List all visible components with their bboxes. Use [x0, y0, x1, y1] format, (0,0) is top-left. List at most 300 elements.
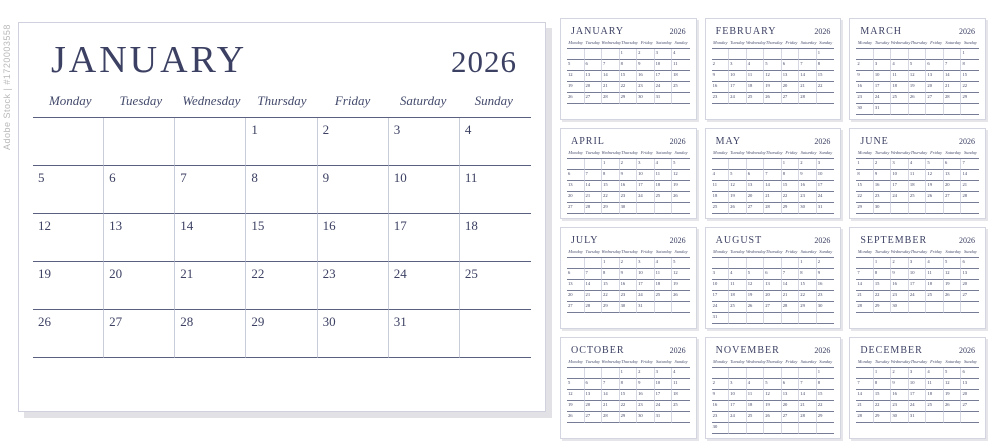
mini-day-cell[interactable] [655, 71, 673, 82]
mini-day-cell[interactable] [799, 390, 817, 401]
mini-day-cell[interactable] [602, 379, 620, 390]
mini-day-cell[interactable] [655, 401, 673, 412]
mini-day-cell[interactable] [655, 258, 676, 269]
mini-day-cell[interactable] [961, 60, 979, 71]
main-day-cell[interactable] [389, 262, 460, 310]
mini-day-cell[interactable] [944, 104, 962, 115]
mini-day-cell[interactable] [672, 390, 690, 401]
mini-day-cell[interactable] [764, 280, 782, 291]
mini-day-cell[interactable] [856, 291, 874, 302]
mini-day-cell[interactable] [637, 412, 655, 423]
mini-day-cell[interactable] [712, 390, 730, 401]
mini-day-cell[interactable] [602, 401, 620, 412]
mini-day-cell[interactable] [961, 379, 979, 390]
mini-day-cell[interactable] [602, 181, 620, 192]
mini-day-cell[interactable] [672, 82, 690, 93]
mini-day-cell[interactable] [944, 291, 962, 302]
mini-day-cell[interactable] [747, 258, 765, 269]
mini-day-cell[interactable] [655, 181, 673, 192]
mini-day-cell[interactable] [602, 71, 620, 82]
mini-day-cell[interactable] [655, 170, 673, 181]
mini-day-cell[interactable] [747, 192, 765, 203]
mini-day-cell[interactable] [747, 49, 765, 60]
mini-day-cell[interactable] [874, 181, 892, 192]
mini-day-cell[interactable] [874, 170, 892, 181]
mini-day-cell[interactable] [909, 104, 927, 115]
mini-day-cell[interactable] [856, 401, 874, 412]
mini-day-cell[interactable] [874, 280, 892, 291]
mini-day-cell[interactable] [567, 258, 585, 269]
mini-day-cell[interactable] [729, 192, 747, 203]
mini-day-cell[interactable] [799, 280, 817, 291]
mini-day-cell[interactable] [712, 192, 730, 203]
mini-calendar-september[interactable] [849, 227, 986, 329]
mini-day-cell[interactable] [856, 93, 874, 104]
mini-day-cell[interactable] [944, 60, 965, 71]
mini-day-cell[interactable] [585, 203, 603, 214]
mini-day-cell[interactable] [747, 423, 765, 434]
mini-day-cell[interactable] [712, 412, 730, 423]
mini-day-cell[interactable] [817, 390, 835, 401]
mini-day-cell[interactable] [567, 60, 585, 71]
mini-day-cell[interactable] [602, 390, 620, 401]
mini-day-cell[interactable] [961, 82, 979, 93]
mini-day-cell[interactable] [729, 49, 747, 60]
mini-day-cell[interactable] [856, 71, 874, 82]
mini-day-cell[interactable] [799, 269, 817, 280]
mini-day-cell[interactable] [747, 379, 768, 390]
mini-day-cell[interactable] [944, 170, 962, 181]
mini-day-cell[interactable] [782, 390, 800, 401]
mini-day-cell[interactable] [655, 368, 676, 379]
mini-day-cell[interactable] [874, 390, 892, 401]
mini-day-cell[interactable] [944, 82, 962, 93]
mini-day-cell[interactable] [567, 203, 585, 214]
mini-day-cell[interactable] [817, 302, 835, 313]
mini-calendar-december[interactable] [849, 337, 986, 439]
mini-day-cell[interactable] [655, 159, 676, 170]
mini-day-cell[interactable] [729, 368, 747, 379]
mini-day-cell[interactable] [874, 82, 892, 93]
mini-day-cell[interactable] [909, 302, 927, 313]
mini-day-cell[interactable] [891, 82, 909, 93]
mini-day-cell[interactable] [909, 82, 927, 93]
mini-day-cell[interactable] [909, 390, 927, 401]
mini-day-cell[interactable] [567, 269, 585, 280]
main-day-cell[interactable] [318, 262, 389, 310]
mini-day-cell[interactable] [944, 302, 962, 313]
mini-day-cell[interactable] [961, 401, 979, 412]
mini-day-cell[interactable] [672, 49, 690, 60]
mini-day-cell[interactable] [747, 170, 768, 181]
mini-day-cell[interactable] [729, 280, 747, 291]
main-day-cell[interactable] [33, 118, 104, 166]
mini-day-cell[interactable] [729, 390, 747, 401]
mini-day-cell[interactable] [764, 368, 782, 379]
mini-day-cell[interactable] [961, 181, 979, 192]
main-day-cell[interactable] [33, 262, 104, 310]
mini-day-cell[interactable] [961, 280, 979, 291]
mini-day-cell[interactable] [712, 368, 730, 379]
mini-day-cell[interactable] [764, 181, 782, 192]
mini-day-cell[interactable] [764, 49, 782, 60]
mini-calendar-november[interactable] [705, 337, 842, 439]
mini-day-cell[interactable] [747, 82, 765, 93]
mini-day-cell[interactable] [891, 302, 909, 313]
mini-day-cell[interactable] [585, 93, 603, 104]
mini-day-cell[interactable] [620, 71, 638, 82]
mini-day-cell[interactable] [712, 379, 733, 390]
mini-day-cell[interactable] [909, 49, 927, 60]
mini-day-cell[interactable] [799, 258, 817, 269]
mini-day-cell[interactable] [672, 412, 690, 423]
mini-day-cell[interactable] [747, 401, 765, 412]
mini-day-cell[interactable] [817, 368, 835, 379]
mini-day-cell[interactable] [672, 60, 690, 71]
mini-day-cell[interactable] [764, 313, 782, 324]
mini-day-cell[interactable] [944, 71, 962, 82]
mini-day-cell[interactable] [764, 390, 782, 401]
mini-day-cell[interactable] [747, 71, 765, 82]
mini-day-cell[interactable] [817, 412, 835, 423]
mini-day-cell[interactable] [672, 170, 690, 181]
mini-day-cell[interactable] [620, 302, 638, 313]
mini-day-cell[interactable] [799, 401, 817, 412]
mini-calendar-march[interactable] [849, 18, 986, 120]
mini-day-cell[interactable] [874, 379, 895, 390]
mini-day-cell[interactable] [729, 379, 747, 390]
mini-day-cell[interactable] [782, 203, 800, 214]
mini-day-cell[interactable] [891, 203, 909, 214]
main-day-cell[interactable] [175, 166, 246, 214]
mini-day-cell[interactable] [602, 368, 620, 379]
mini-day-cell[interactable] [712, 159, 730, 170]
mini-day-cell[interactable] [637, 302, 655, 313]
mini-day-cell[interactable] [856, 302, 874, 313]
mini-day-cell[interactable] [620, 192, 638, 203]
mini-day-cell[interactable] [891, 269, 909, 280]
mini-day-cell[interactable] [817, 170, 835, 181]
mini-day-cell[interactable] [764, 379, 782, 390]
mini-day-cell[interactable] [817, 93, 835, 104]
mini-day-cell[interactable] [764, 269, 782, 280]
mini-day-cell[interactable] [799, 49, 817, 60]
mini-day-cell[interactable] [747, 60, 768, 71]
mini-day-cell[interactable] [602, 93, 620, 104]
main-day-cell[interactable] [246, 166, 317, 214]
mini-day-cell[interactable] [909, 170, 927, 181]
mini-day-cell[interactable] [799, 93, 817, 104]
mini-calendar-february[interactable] [705, 18, 842, 120]
mini-day-cell[interactable] [672, 192, 690, 203]
mini-day-cell[interactable] [602, 412, 620, 423]
mini-day-cell[interactable] [782, 159, 803, 170]
mini-day-cell[interactable] [602, 269, 620, 280]
mini-day-cell[interactable] [961, 302, 979, 313]
mini-day-cell[interactable] [672, 93, 690, 104]
mini-day-cell[interactable] [891, 170, 909, 181]
mini-day-cell[interactable] [567, 82, 585, 93]
mini-day-cell[interactable] [672, 181, 690, 192]
mini-day-cell[interactable] [782, 379, 803, 390]
mini-day-cell[interactable] [764, 291, 782, 302]
mini-day-cell[interactable] [764, 302, 782, 313]
mini-day-cell[interactable] [567, 379, 585, 390]
mini-day-cell[interactable] [944, 159, 965, 170]
mini-day-cell[interactable] [799, 423, 817, 434]
mini-calendar-august[interactable] [705, 227, 842, 329]
mini-day-cell[interactable] [602, 280, 620, 291]
mini-day-cell[interactable] [602, 203, 620, 214]
mini-day-cell[interactable] [637, 93, 655, 104]
main-day-cell[interactable] [104, 118, 175, 166]
mini-day-cell[interactable] [874, 412, 892, 423]
mini-calendar-may[interactable] [705, 128, 842, 219]
main-day-cell[interactable] [460, 310, 531, 358]
mini-day-cell[interactable] [856, 412, 874, 423]
mini-day-cell[interactable] [672, 71, 690, 82]
mini-day-cell[interactable] [655, 412, 673, 423]
mini-day-cell[interactable] [620, 60, 641, 71]
mini-day-cell[interactable] [799, 159, 817, 170]
mini-day-cell[interactable] [567, 93, 585, 104]
mini-day-cell[interactable] [799, 313, 817, 324]
mini-day-cell[interactable] [782, 423, 800, 434]
mini-day-cell[interactable] [961, 159, 979, 170]
mini-day-cell[interactable] [764, 159, 782, 170]
mini-calendar-june[interactable] [849, 128, 986, 219]
mini-day-cell[interactable] [817, 313, 835, 324]
mini-day-cell[interactable] [799, 181, 817, 192]
mini-day-cell[interactable] [764, 412, 782, 423]
mini-day-cell[interactable] [782, 71, 800, 82]
mini-day-cell[interactable] [712, 291, 730, 302]
mini-day-cell[interactable] [637, 82, 655, 93]
mini-day-cell[interactable] [799, 368, 817, 379]
mini-day-cell[interactable] [637, 390, 655, 401]
mini-day-cell[interactable] [655, 379, 673, 390]
main-day-cell[interactable] [318, 118, 389, 166]
mini-day-cell[interactable] [874, 159, 895, 170]
mini-day-cell[interactable] [817, 60, 835, 71]
main-day-cell[interactable] [175, 118, 246, 166]
mini-day-cell[interactable] [817, 423, 835, 434]
mini-day-cell[interactable] [672, 291, 690, 302]
mini-day-cell[interactable] [891, 181, 909, 192]
mini-day-cell[interactable] [729, 258, 747, 269]
mini-day-cell[interactable] [856, 258, 874, 269]
mini-day-cell[interactable] [567, 390, 585, 401]
mini-day-cell[interactable] [655, 93, 673, 104]
mini-day-cell[interactable] [817, 291, 835, 302]
main-day-cell[interactable] [318, 214, 389, 262]
main-day-cell[interactable] [460, 214, 531, 262]
mini-day-cell[interactable] [782, 302, 800, 313]
mini-day-cell[interactable] [585, 368, 603, 379]
mini-day-cell[interactable] [926, 49, 944, 60]
mini-day-cell[interactable] [729, 203, 747, 214]
mini-day-cell[interactable] [856, 104, 874, 115]
mini-day-cell[interactable] [891, 192, 909, 203]
mini-day-cell[interactable] [655, 203, 673, 214]
main-day-cell[interactable] [33, 166, 104, 214]
mini-day-cell[interactable] [672, 258, 690, 269]
main-day-cell[interactable] [104, 310, 175, 358]
mini-day-cell[interactable] [602, 49, 620, 60]
mini-day-cell[interactable] [712, 60, 733, 71]
mini-day-cell[interactable] [567, 159, 585, 170]
mini-day-cell[interactable] [567, 291, 585, 302]
mini-day-cell[interactable] [874, 291, 892, 302]
main-day-cell[interactable] [175, 214, 246, 262]
mini-day-cell[interactable] [926, 379, 944, 390]
mini-day-cell[interactable] [672, 269, 690, 280]
mini-day-cell[interactable] [602, 258, 620, 269]
mini-day-cell[interactable] [926, 82, 944, 93]
main-day-cell[interactable] [389, 118, 460, 166]
mini-day-cell[interactable] [747, 291, 765, 302]
mini-day-cell[interactable] [747, 159, 765, 170]
mini-day-cell[interactable] [909, 181, 927, 192]
mini-day-cell[interactable] [672, 379, 690, 390]
mini-day-cell[interactable] [764, 71, 782, 82]
mini-day-cell[interactable] [567, 71, 585, 82]
mini-day-cell[interactable] [585, 181, 603, 192]
mini-day-cell[interactable] [712, 302, 730, 313]
main-day-cell[interactable] [104, 166, 175, 214]
mini-day-cell[interactable] [620, 82, 638, 93]
mini-day-cell[interactable] [712, 423, 730, 434]
mini-day-cell[interactable] [637, 159, 655, 170]
mini-day-cell[interactable] [620, 181, 638, 192]
mini-day-cell[interactable] [602, 192, 620, 203]
mini-day-cell[interactable] [961, 412, 979, 423]
mini-day-cell[interactable] [874, 71, 892, 82]
mini-day-cell[interactable] [672, 401, 690, 412]
mini-day-cell[interactable] [637, 71, 655, 82]
mini-day-cell[interactable] [944, 368, 965, 379]
mini-day-cell[interactable] [891, 258, 909, 269]
mini-day-cell[interactable] [712, 258, 730, 269]
mini-day-cell[interactable] [747, 313, 765, 324]
mini-day-cell[interactable] [567, 412, 585, 423]
mini-day-cell[interactable] [874, 203, 892, 214]
mini-day-cell[interactable] [782, 269, 803, 280]
mini-day-cell[interactable] [585, 302, 603, 313]
mini-day-cell[interactable] [782, 49, 800, 60]
mini-day-cell[interactable] [567, 368, 585, 379]
mini-day-cell[interactable] [729, 412, 747, 423]
mini-day-cell[interactable] [817, 203, 835, 214]
mini-day-cell[interactable] [602, 291, 620, 302]
mini-day-cell[interactable] [817, 258, 835, 269]
mini-day-cell[interactable] [672, 203, 690, 214]
main-day-cell[interactable] [175, 310, 246, 358]
mini-day-cell[interactable] [567, 181, 585, 192]
mini-day-cell[interactable] [926, 71, 944, 82]
mini-day-cell[interactable] [909, 203, 927, 214]
mini-day-cell[interactable] [637, 368, 655, 379]
mini-day-cell[interactable] [856, 269, 874, 280]
mini-day-cell[interactable] [585, 159, 606, 170]
mini-day-cell[interactable] [672, 302, 690, 313]
mini-day-cell[interactable] [856, 181, 874, 192]
mini-day-cell[interactable] [620, 170, 638, 181]
mini-day-cell[interactable] [729, 269, 747, 280]
mini-day-cell[interactable] [909, 379, 927, 390]
mini-day-cell[interactable] [799, 291, 817, 302]
mini-day-cell[interactable] [712, 401, 730, 412]
mini-day-cell[interactable] [909, 401, 927, 412]
mini-day-cell[interactable] [961, 49, 979, 60]
mini-day-cell[interactable] [961, 390, 979, 401]
mini-day-cell[interactable] [926, 390, 944, 401]
mini-day-cell[interactable] [926, 401, 944, 412]
mini-day-cell[interactable] [782, 368, 800, 379]
mini-day-cell[interactable] [926, 203, 944, 214]
mini-day-cell[interactable] [909, 258, 930, 269]
mini-day-cell[interactable] [856, 280, 874, 291]
mini-day-cell[interactable] [602, 60, 620, 71]
mini-day-cell[interactable] [764, 423, 782, 434]
mini-day-cell[interactable] [620, 93, 638, 104]
mini-day-cell[interactable] [712, 181, 730, 192]
mini-day-cell[interactable] [655, 269, 673, 280]
main-day-cell[interactable] [175, 262, 246, 310]
mini-day-cell[interactable] [602, 302, 620, 313]
main-day-cell[interactable] [389, 310, 460, 358]
mini-day-cell[interactable] [567, 192, 585, 203]
mini-day-cell[interactable] [637, 269, 655, 280]
mini-day-cell[interactable] [567, 170, 585, 181]
mini-calendar-july[interactable] [560, 227, 697, 329]
mini-day-cell[interactable] [712, 269, 733, 280]
mini-day-cell[interactable] [567, 49, 585, 60]
mini-day-cell[interactable] [874, 104, 892, 115]
mini-day-cell[interactable] [926, 93, 944, 104]
mini-day-cell[interactable] [712, 49, 730, 60]
main-day-cell[interactable] [33, 310, 104, 358]
mini-day-cell[interactable] [655, 302, 673, 313]
mini-day-cell[interactable] [856, 203, 874, 214]
mini-day-cell[interactable] [926, 291, 944, 302]
mini-day-cell[interactable] [729, 60, 747, 71]
mini-day-cell[interactable] [567, 302, 585, 313]
mini-day-cell[interactable] [874, 302, 892, 313]
mini-day-cell[interactable] [729, 302, 747, 313]
mini-day-cell[interactable] [764, 60, 782, 71]
mini-day-cell[interactable] [926, 104, 944, 115]
mini-day-cell[interactable] [782, 82, 800, 93]
mini-day-cell[interactable] [944, 390, 962, 401]
mini-day-cell[interactable] [620, 280, 638, 291]
mini-day-cell[interactable] [585, 82, 603, 93]
mini-day-cell[interactable] [817, 379, 835, 390]
mini-day-cell[interactable] [637, 401, 655, 412]
mini-day-cell[interactable] [620, 412, 638, 423]
mini-day-cell[interactable] [926, 368, 944, 379]
mini-day-cell[interactable] [620, 49, 641, 60]
main-day-cell[interactable] [246, 118, 317, 166]
mini-day-cell[interactable] [620, 401, 638, 412]
mini-day-cell[interactable] [729, 159, 747, 170]
mini-day-cell[interactable] [961, 170, 979, 181]
mini-day-cell[interactable] [817, 71, 835, 82]
mini-day-cell[interactable] [909, 368, 930, 379]
mini-day-cell[interactable] [637, 291, 655, 302]
mini-day-cell[interactable] [672, 368, 690, 379]
mini-day-cell[interactable] [729, 71, 747, 82]
